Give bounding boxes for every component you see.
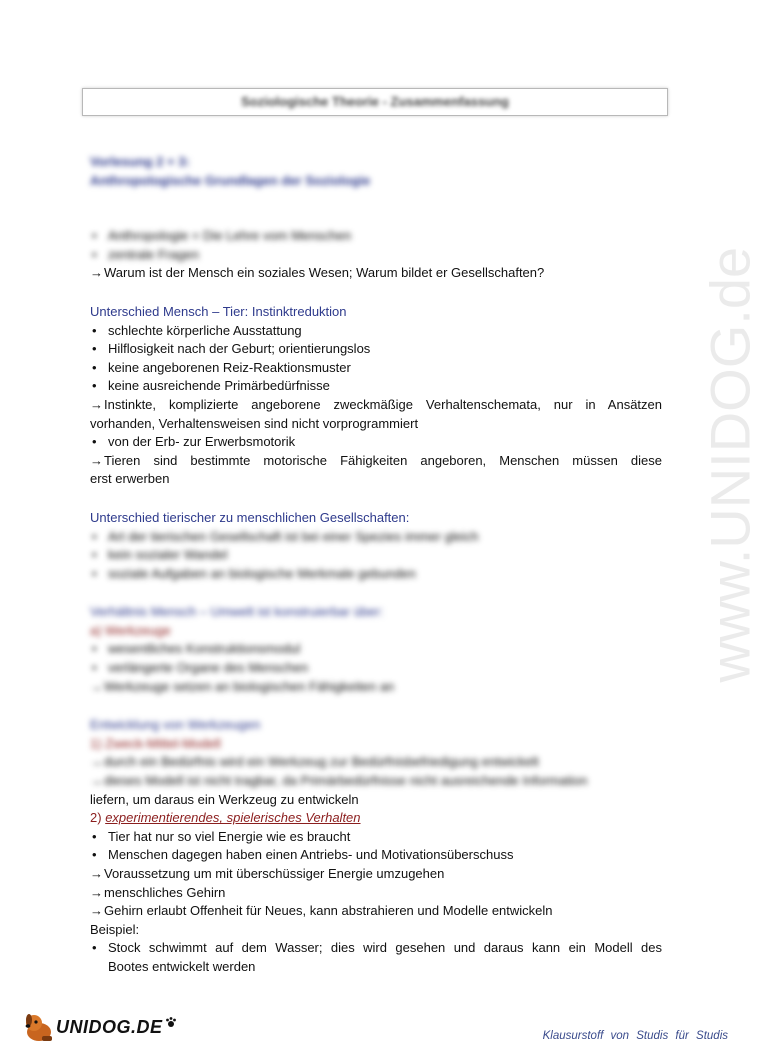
arrow-icon: → [90, 396, 103, 412]
footer-tagline: Klausurstoff von Studis für Studis [542, 1030, 728, 1042]
arrow-item [90, 884, 662, 903]
arrow-text: menschliches Gehirn [104, 884, 226, 900]
subheading-means-end: 1) Zweck-Mittel-Modell [90, 735, 221, 751]
arrow-continuation: liefern, um daraus ein Werkzeug zu entwickeln [90, 791, 359, 807]
arrow-item [90, 396, 662, 415]
arrow-text: durch ein Bedürfnis wird ein Werkzeug zur Bedürfnisbefriedigung entwickelt [104, 754, 539, 770]
lecture-heading: Vorlesung 2 + 3: [90, 154, 190, 169]
example-label: Beispiel: [90, 921, 140, 937]
dog-icon [22, 1010, 56, 1044]
list-item: • wesentliches Konstruktionsmodul [90, 640, 662, 659]
arrow-item [90, 865, 662, 884]
arrow-text: Voraussetzung um mit überschüssiger Energie umzugehen [104, 866, 445, 881]
arrow-continuation: vorhanden, Verhaltensweisen sind nicht vorprogrammiert [90, 415, 419, 431]
list-item: • schlechte körperliche Ausstattung [90, 322, 662, 341]
arrow-text: Tieren sind bestimmte motorische Fähigkeiten angeboren, Menschen müssen diese [104, 452, 662, 468]
arrow-icon: → [90, 452, 103, 468]
list-item: • keine ausreichende Primärbedürfnisse [90, 377, 662, 396]
page-title: Soziologische Theorie - Zusammenfassung [241, 94, 509, 109]
document-body [90, 153, 662, 977]
list-item: • Art der tierischen Gesellschaft ist bei einer Spezies immer gleich [90, 528, 662, 547]
arrow-item [90, 902, 662, 921]
arrow-icon: → [90, 773, 103, 789]
arrow-icon: → [90, 265, 103, 281]
section-heading-instinct: Unterschied Mensch – Tier: Instinktreduktion [90, 303, 347, 319]
arrow-text: Gehirn erlaubt Offenheit für Neues, kann abstrahieren und Modelle entwickeln [104, 903, 553, 919]
section-heading-environment: Verhältnis Mensch – Umwelt ist konstruierbar über: [90, 604, 384, 620]
arrow-text: dieses Modell ist nicht tragbar, da Primärbedürfnisse nicht ausreichende Information [104, 773, 588, 789]
list-item: • Menschen dagegen haben einen Antriebs- und Motivationsüberschuss [90, 846, 662, 865]
list-item: • zentrale Fragen [90, 246, 662, 265]
paw-icon [165, 1016, 177, 1028]
arrow-item [90, 678, 662, 697]
logo-text: UNIDOG.DE [56, 1016, 163, 1037]
list-item: • soziale Aufgaben an biologische Merkmale gebunden [90, 565, 662, 584]
watermark: www.UNIDOG.de [698, 246, 762, 683]
arrow-icon: → [90, 866, 103, 881]
list-item-continuation: Bootes entwickelt werden [108, 958, 256, 974]
subheading-tools: a) Werkzeuge [90, 622, 171, 638]
lecture-subheading: Anthropologische Grundlagen der Soziologie [90, 172, 371, 188]
arrow-item [90, 753, 662, 772]
list-item: • verlängerte Organe des Menschen [90, 659, 662, 678]
list-item: • Hilflosigkeit nach der Geburt; orientierungslos [90, 340, 662, 359]
arrow-continuation: erst erwerben [90, 471, 170, 487]
arrow-text: Instinkte, komplizierte angeborene zweckmäßige Verhaltenschemata, nur in Ansätzen [104, 396, 662, 412]
section-heading-societies: Unterschied tierischer zu menschlichen Gesellschaften: [90, 509, 410, 525]
subheading-text: experimentierendes, spielerisches Verhalten [105, 810, 361, 826]
arrow-icon: → [90, 678, 103, 694]
list-item: • keine angeborenen Reiz-Reaktionsmuster [90, 359, 662, 378]
arrow-icon: → [90, 754, 103, 770]
arrow-text: Warum ist der Mensch ein soziales Wesen; Warum bildet er Gesellschaften? [104, 265, 545, 281]
arrow-item [90, 264, 662, 283]
arrow-text: Werkzeuge setzen an biologischen Fähigkeiten an [104, 678, 395, 694]
list-item: • von der Erb- zur Erwerbsmotorik [90, 433, 662, 452]
list-item: • Stock schwimmt auf dem Wasser; dies wird gesehen und daraus kann ein Modell des [90, 939, 662, 958]
subheading-number: 2) [90, 810, 102, 826]
list-item: • Anthropologie = Die Lehre vom Menschen [90, 227, 662, 246]
arrow-icon: → [90, 903, 103, 919]
arrow-item [90, 772, 662, 791]
subheading-experimental [90, 809, 662, 828]
arrow-icon: → [90, 884, 103, 900]
page-title-box [82, 88, 668, 116]
list-item: • Tier hat nur so viel Energie wie es braucht [90, 828, 662, 847]
section-heading-tool-development: Entwicklung von Werkzeugen [90, 717, 261, 733]
list-item: • kein sozialer Wandel [90, 546, 662, 565]
arrow-item [90, 452, 662, 471]
unidog-logo [22, 1010, 177, 1044]
